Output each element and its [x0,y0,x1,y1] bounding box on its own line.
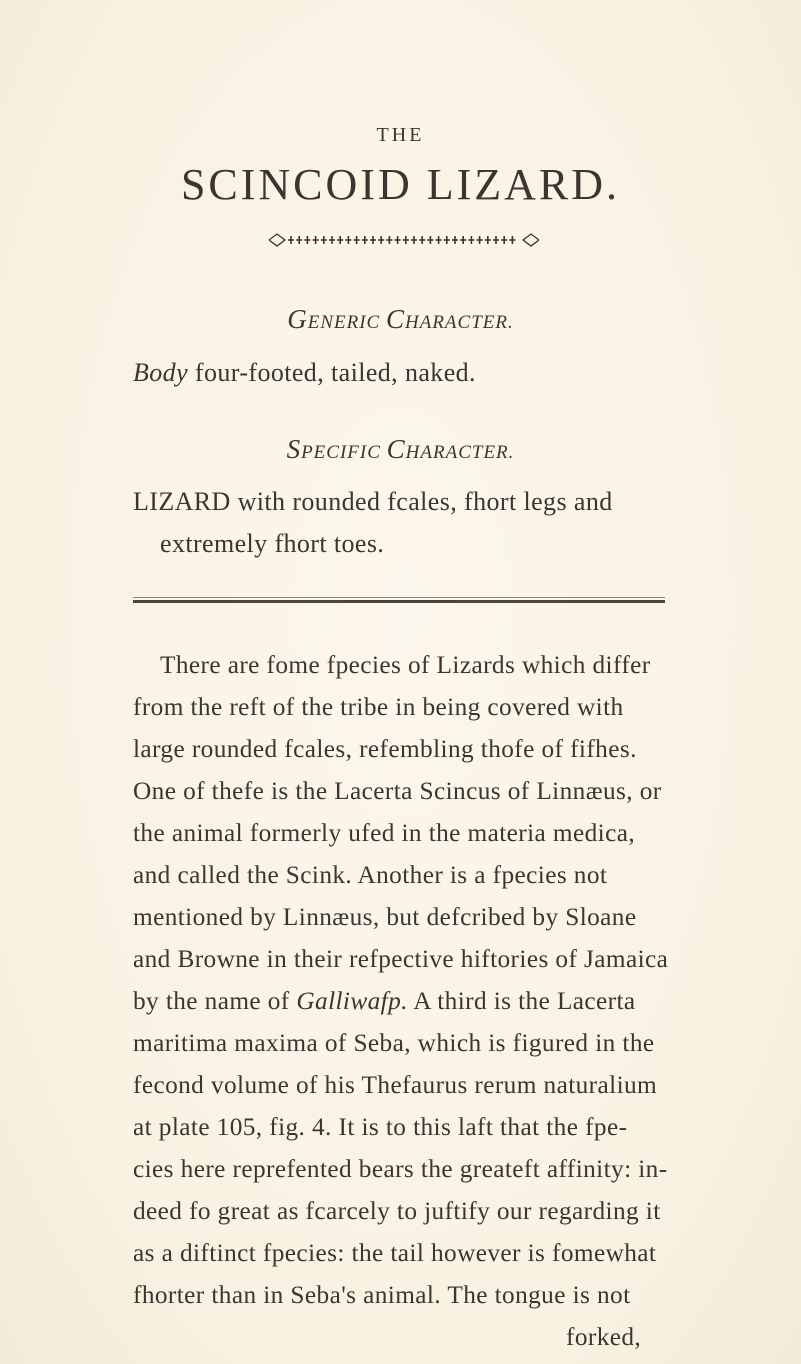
heading-initial: G [287,304,308,334]
section-divider [133,600,665,603]
body-line: from the reft of the tribe in being covered with [133,693,624,721]
body-line [133,987,636,1016]
specific-line-2: extremely fhort toes. [160,529,385,558]
body-line: cies here reprefented bears the greateft affinity: in- [133,1155,668,1183]
body-line: deed fo great as fcarcely to juftify our regarding it [133,1197,661,1225]
heading-smallcaps: HARACTER. [405,442,515,463]
specific-character-heading [0,434,801,465]
heading-smallcaps: ENERIC [307,312,386,333]
body-line: fecond volume of his Thefaurus rerum naturalium [133,1071,658,1099]
generic-description: four-footed, tailed, naked. [188,358,476,387]
body-text-span: by the name of [133,987,297,1015]
body-label: Body [133,358,189,387]
italic-name: Galliwafp. [296,987,408,1015]
body-line: at plate 105, fig. 4. It is to this laft that the fpe- [133,1113,628,1141]
body-line: One of thefe is the Lacerta Scincus of Linnæus, or [133,777,662,805]
generic-character-text [133,358,476,388]
body-text-span: A third is the Lacerta [407,987,636,1015]
body-line: and Browne in their refpective hiftories of Jamaica [133,945,669,973]
body-line: fhorter than in Seba's animal. The tongue is not [133,1281,631,1309]
catchword: forked, [566,1323,642,1351]
body-line: and called the Scink. Another is a fpecies not [133,861,608,889]
body-line: as a diftinct fpecies: the tail however is fomewhat [133,1239,657,1267]
heading-initial: C [386,434,406,464]
heading-initial: S [286,434,302,464]
page-title: SCINCOID LIZARD. [180,160,621,209]
section-divider-top [133,597,665,598]
over-title: THE [376,124,425,146]
body-line: large rounded fcales, refembling thofe of fifhes. [133,735,637,763]
body-line: mentioned by Linnæus, but defcribed by Sloane [133,903,637,931]
generic-character-heading [0,304,801,335]
ornament-border-icon [269,232,539,248]
heading-smallcaps: HARACTER. [405,312,514,333]
body-line: the animal formerly ufed in the materia medica, [133,819,636,847]
specific-line-1: LIZARD with rounded fcales, fhort legs and [133,487,613,516]
heading-smallcaps: PECIFIC [301,442,387,463]
body-line: maritima maxima of Seba, which is figured in the [133,1029,655,1057]
body-line: There are fome fpecies of Lizards which differ [160,651,651,679]
heading-initial: C [385,304,405,334]
